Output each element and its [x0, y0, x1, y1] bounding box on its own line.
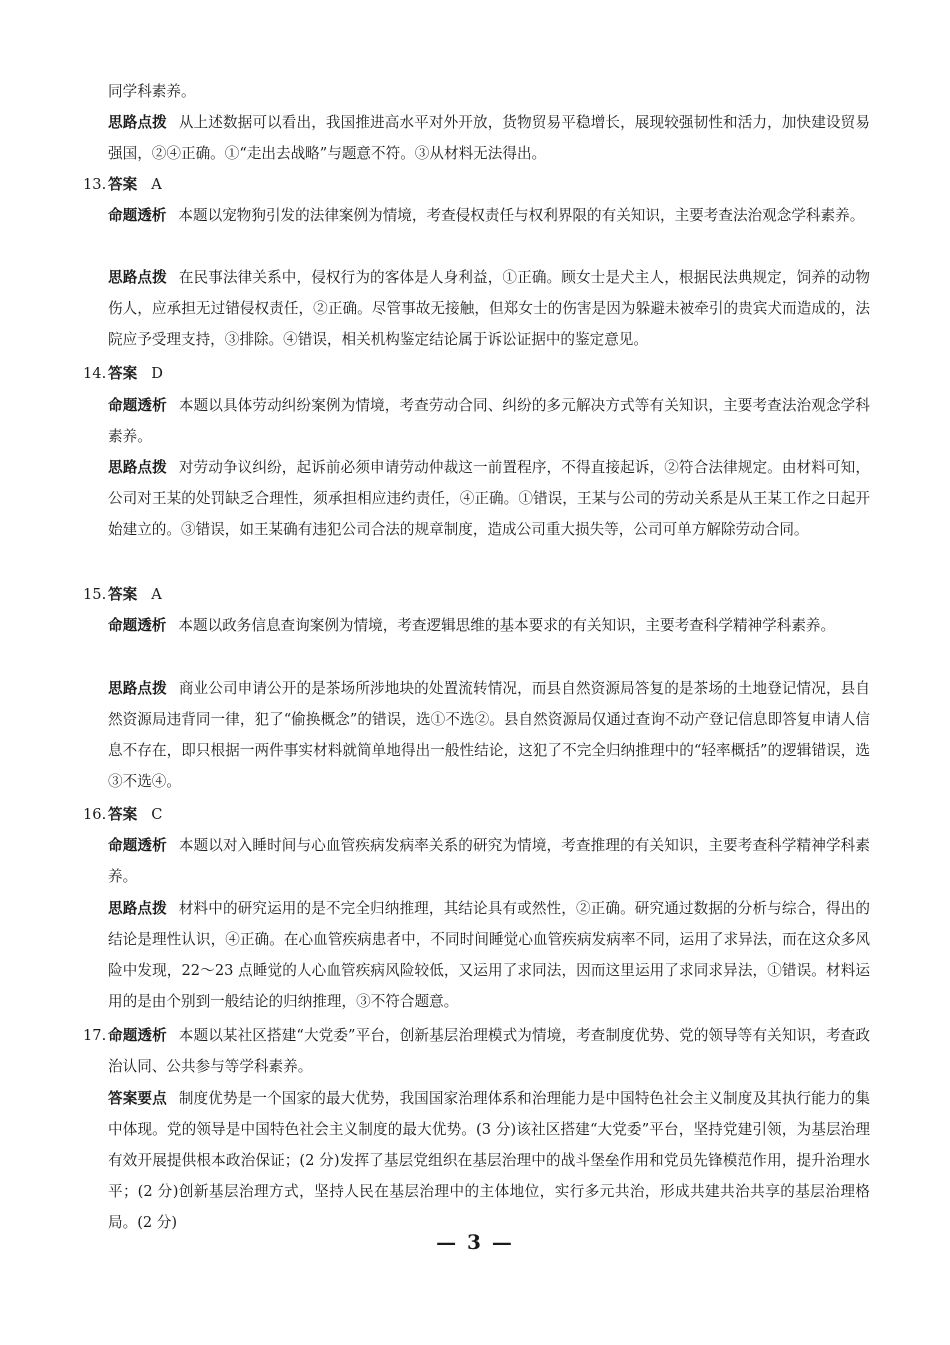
question-number: 16. — [83, 806, 107, 823]
siluo-paragraph — [108, 452, 870, 545]
yaodian-paragraph — [108, 1083, 870, 1238]
answer-line — [108, 358, 163, 389]
mingti-paragraph — [108, 830, 870, 892]
yaodian-label: 答案要点 — [108, 1090, 167, 1107]
answer-line — [108, 579, 162, 610]
question-number: 17. — [83, 1027, 107, 1044]
yaodian-text: 制度优势是一个国家的最大优势，我国国家治理体系和治理能力是中国特色社会主义制度及其执行能力的集中体现。党的领导是中国特色社会主义制度的最大优势。(3 分)该社区搭建“大党委”平台，坚持党建引领，为基层治理有效开展提供根本政治保证；(2 分)发挥了基层党组织在基层治理中的战斗堡垒作用和党员先锋模范作用，提升治理水平；(2 分)创新基层治理方式，坚持人民在基层治理中的主体地位，实行多元共治，形成共建共治共享的基层治理格局。(2 分) — [108, 1090, 870, 1231]
mingti-text: 本题以具体劳动纠纷案例为情境，考查劳动合同、纠纷的多元解决方式等有关知识，主要考查法治观念学科素养。 — [108, 397, 870, 445]
siluo-text: 在民事法律关系中，侵权行为的客体是人身利益，①正确。顾女士是犬主人，根据民法典规定，饲养的动物伤人，应承担无过错侵权责任，②正确。尽管事故无接触，但郑女士的伤害是因为躲避未被牵引的贵宾犬而造成的，法院应予受理支持，③排除。④错误，相关机构鉴定结论属于诉讼证据中的鉴定意见。 — [108, 269, 870, 348]
q12-siluo-paragraph — [108, 107, 870, 169]
question-number: 14. — [83, 365, 107, 382]
siluo-label: 思路点拨 — [108, 459, 167, 476]
mingti-label: 命题透析 — [108, 617, 167, 634]
mingti-text: 本题以对入睡时间与心血管疾病发病率关系的研究为情境，考查推理的有关知识，主要考查科学精神学科素养。 — [108, 837, 870, 885]
mingti-label: 命题透析 — [108, 207, 167, 224]
mingti-text: 本题以政务信息查询案例为情境，考查逻辑思维的基本要求的有关知识，主要考查科学精神学科素养。 — [178, 617, 836, 634]
answer-value: A — [151, 586, 162, 603]
mingti-paragraph — [108, 1020, 870, 1082]
mingti-paragraph — [108, 390, 870, 452]
siluo-text: 对劳动争议纠纷，起诉前必须申请劳动仲裁这一前置程序，不得直接起诉，②符合法律规定。由材料可知，公司对王某的处罚缺乏合理性，须承担相应违约责任，④正确。①错误，王某与公司的劳动关系是从王某工作之日起开始建立的。③错误，如王某确有违犯公司合法的规章制度，造成公司重大损失等，公司可单方解除劳动合同。 — [108, 459, 870, 538]
answer-value: A — [151, 176, 162, 193]
question-number: 15. — [83, 586, 107, 603]
mingti-label: 命题透析 — [108, 837, 167, 854]
mingti-label: 命题透析 — [108, 397, 167, 414]
answer-label: 答案 — [108, 176, 138, 193]
mingti-text: 本题以某社区搭建“大党委”平台，创新基层治理模式为情境，考查制度优势、党的领导等有关知识，考查政治认同、公共参与等学科素养。 — [108, 1027, 870, 1075]
siluo-label: 思路点拨 — [108, 680, 167, 697]
answer-value: C — [151, 806, 163, 823]
question-number: 13. — [83, 176, 107, 193]
siluo-text: 从上述数据可以看出，我国推进高水平对外开放，货物贸易平稳增长，展现较强韧性和活力，加快建设贸易强国，②④正确。①“走出去战略”与题意不符。③从材料无法得出。 — [108, 114, 870, 162]
siluo-label: 思路点拨 — [108, 114, 167, 131]
page-number: — 3 — — [436, 1230, 514, 1254]
siluo-paragraph — [108, 893, 870, 1017]
mingti-text: 本题以宠物狗引发的法律案例为情境，考查侵权责任与权利界限的有关知识，主要考查法治观念学科素养。 — [178, 207, 865, 224]
siluo-paragraph — [108, 673, 870, 797]
answer-value: D — [151, 365, 163, 382]
paragraph-continuation: 同学科素养。 — [108, 83, 196, 100]
answer-label: 答案 — [108, 586, 138, 603]
mingti-paragraph — [108, 200, 870, 231]
siluo-label: 思路点拨 — [108, 269, 167, 286]
answer-label: 答案 — [108, 806, 138, 823]
mingti-paragraph — [108, 610, 870, 641]
siluo-label: 思路点拨 — [108, 900, 167, 917]
answer-line — [108, 169, 162, 200]
answer-label: 答案 — [108, 365, 138, 382]
siluo-text: 材料中的研究运用的是不完全归纳推理，其结论具有或然性，②正确。研究通过数据的分析与综合，得出的结论是理性认识，④正确。在心血管疾病患者中，不同时间睡觉心血管疾病发病率不同，运用了求异法，而在这众多风险中发现，22～23 点睡觉的人心血管疾病风险较低，又运用了求同法，因而这里运用了求同求异法，①错误。材料运用的是由个别到一般结论的归纳推理，③不符合题意。 — [108, 900, 870, 1010]
mingti-label: 命题透析 — [108, 1027, 167, 1044]
siluo-paragraph — [108, 262, 870, 355]
answer-line — [108, 799, 162, 830]
siluo-text: 商业公司申请公开的是茶场所涉地块的处置流转情况，而县自然资源局答复的是茶场的土地登记情况，县自然资源局违背同一律，犯了“偷换概念”的错误，选①不选②。县自然资源局仅通过查询不动产登记信息即答复申请人信息不存在，即只根据一两件事实材料就简单地得出一般性结论，这犯了不完全归纳推理中的“轻率概括”的逻辑错误，选③不选④。 — [108, 680, 870, 790]
